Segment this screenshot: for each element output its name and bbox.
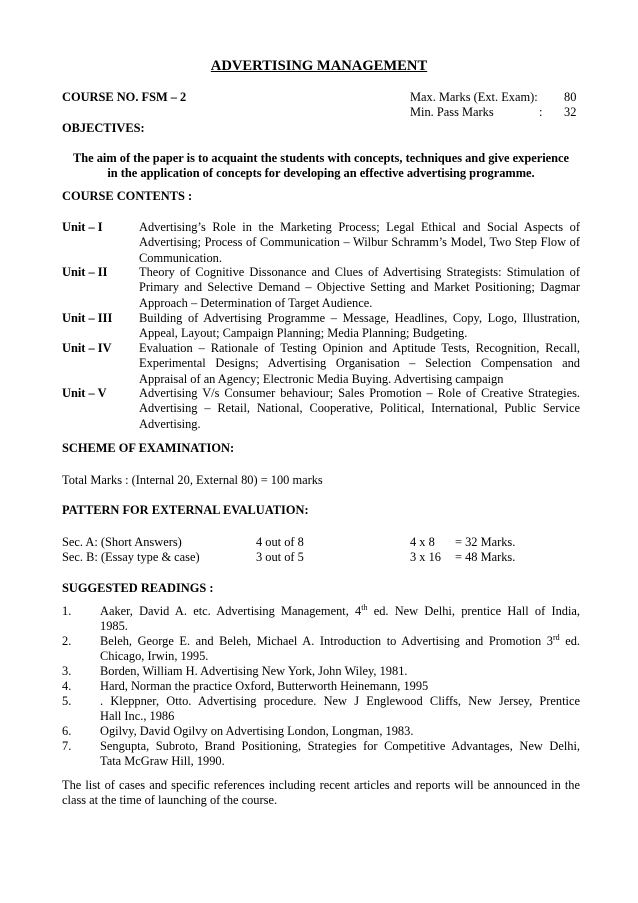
reading-text-line: Ogilvy, David Ogilvy on Advertising London, Longman, 1983. [100, 724, 414, 738]
max-marks-value: 80 [564, 90, 577, 104]
pattern-section: Sec. B: (Essay type & case) [62, 550, 200, 564]
reading-text-line: Borden, William H. Advertising New York, John Wiley, 1981. [100, 664, 408, 678]
reading-text-line: Sengupta, Subroto, Brand Positioning, Strategies for Competitive Advantages, New Delhi, [100, 739, 580, 753]
reading-text-line: . Kleppner, Otto. Advertising procedure. New J Englewood Cliffs, New Jersey, Prentice [100, 694, 580, 708]
pattern-marks: = 32 Marks. [455, 535, 516, 549]
reading-text-line: Hall Inc., 1986 [100, 709, 175, 723]
reading-text-line: Tata McGraw Hill, 1990. [100, 754, 225, 768]
page-title: ADVERTISING MANAGEMENT [210, 58, 428, 74]
closing-note: The list of cases and specific references including recent articles and reports will be announced in the class at the time of launching of the course. [62, 778, 580, 808]
unit-label: Unit – I [62, 220, 103, 234]
pattern-marks: = 48 Marks. [455, 550, 516, 564]
pattern-count: 4 out of 8 [256, 535, 304, 549]
reading-number: 2. [62, 634, 72, 648]
min-marks-value: 32 [564, 105, 577, 119]
reading-text-line: 1985. [100, 619, 128, 633]
reading-number: 1. [62, 604, 72, 618]
unit-description: Advertising V/s Consumer behaviour; Sales Promotion – Role of Creative Strategies. Advertising – Retail, National, Cooperative, Political, International, Public Service Advertising. [139, 386, 580, 431]
unit-label: Unit – II [62, 265, 108, 279]
objectives-line-1: The aim of the paper is to acquaint the students with concepts, techniques and give experience [72, 151, 570, 165]
reading-number: 6. [62, 724, 72, 738]
pattern-heading: PATTERN FOR EXTERNAL EVALUATION: [62, 503, 309, 517]
objectives-line-2: in the application of concepts for developing an effective advertising programme. [107, 166, 535, 180]
pattern-calc: 4 x 8 [410, 535, 435, 549]
unit-description: Theory of Cognitive Dissonance and Clues of Advertising Strategists: Stimulation of Primary and Selective Demand – Objective Setting and Market Positioning; Dagmar Approach – Determination of Target Audience. [139, 265, 580, 310]
course-contents-heading: COURSE CONTENTS : [62, 189, 193, 203]
pattern-section: Sec. A: (Short Answers) [62, 535, 182, 549]
unit-label: Unit – IV [62, 341, 112, 355]
objectives-heading: OBJECTIVES: [62, 121, 145, 135]
reading-text-line: Beleh, George E. and Beleh, Michael A. Introduction to Advertising and Promotion 3rd ed. [100, 632, 581, 648]
unit-label: Unit – III [62, 311, 113, 325]
unit-description: Evaluation – Rationale of Testing Opinion and Aptitude Tests, Recognition, Recall, Experimental Designs; Advertising Organisation – Selection Compensation and Appraisal of an Agency; Electronic Media Buying. Advertising campaign [139, 341, 580, 386]
scheme-heading: SCHEME OF EXAMINATION: [62, 441, 235, 455]
max-marks-label: Max. Marks (Ext. Exam): [410, 90, 538, 104]
reading-number: 3. [62, 664, 72, 678]
reading-text-line: Hard, Norman the practice Oxford, Butterworth Heinemann, 1995 [100, 679, 429, 693]
unit-label: Unit – V [62, 386, 107, 400]
min-marks-colon: : [539, 105, 543, 119]
reading-number: 4. [62, 679, 72, 693]
min-marks-label: Min. Pass Marks [410, 105, 494, 119]
course-number: COURSE NO. FSM – 2 [62, 90, 187, 104]
readings-heading: SUGGESTED READINGS : [62, 581, 214, 595]
reading-number: 7. [62, 739, 72, 753]
scheme-text: Total Marks : (Internal 20, External 80) = 100 marks [62, 473, 323, 487]
pattern-calc: 3 x 16 [410, 550, 441, 564]
unit-description: Advertising’s Role in the Marketing Process; Legal Ethical and Social Aspects of Advertising; Process of Communication – Wilbur Schramm’s Model, Two Step Flow of Communication. [139, 220, 580, 265]
unit-description: Building of Advertising Programme – Message, Headlines, Copy, Logo, Illustration, Appeal, Layout; Campaign Planning; Media Planning; Budgeting. [139, 311, 580, 341]
reading-text-line: Chicago, Irwin, 1995. [100, 649, 209, 663]
pattern-count: 3 out of 5 [256, 550, 304, 564]
reading-number: 5. [62, 694, 72, 708]
reading-text-line: Aaker, David A. etc. Advertising Management, 4th ed. New Delhi, prentice Hall of India, [100, 602, 581, 618]
